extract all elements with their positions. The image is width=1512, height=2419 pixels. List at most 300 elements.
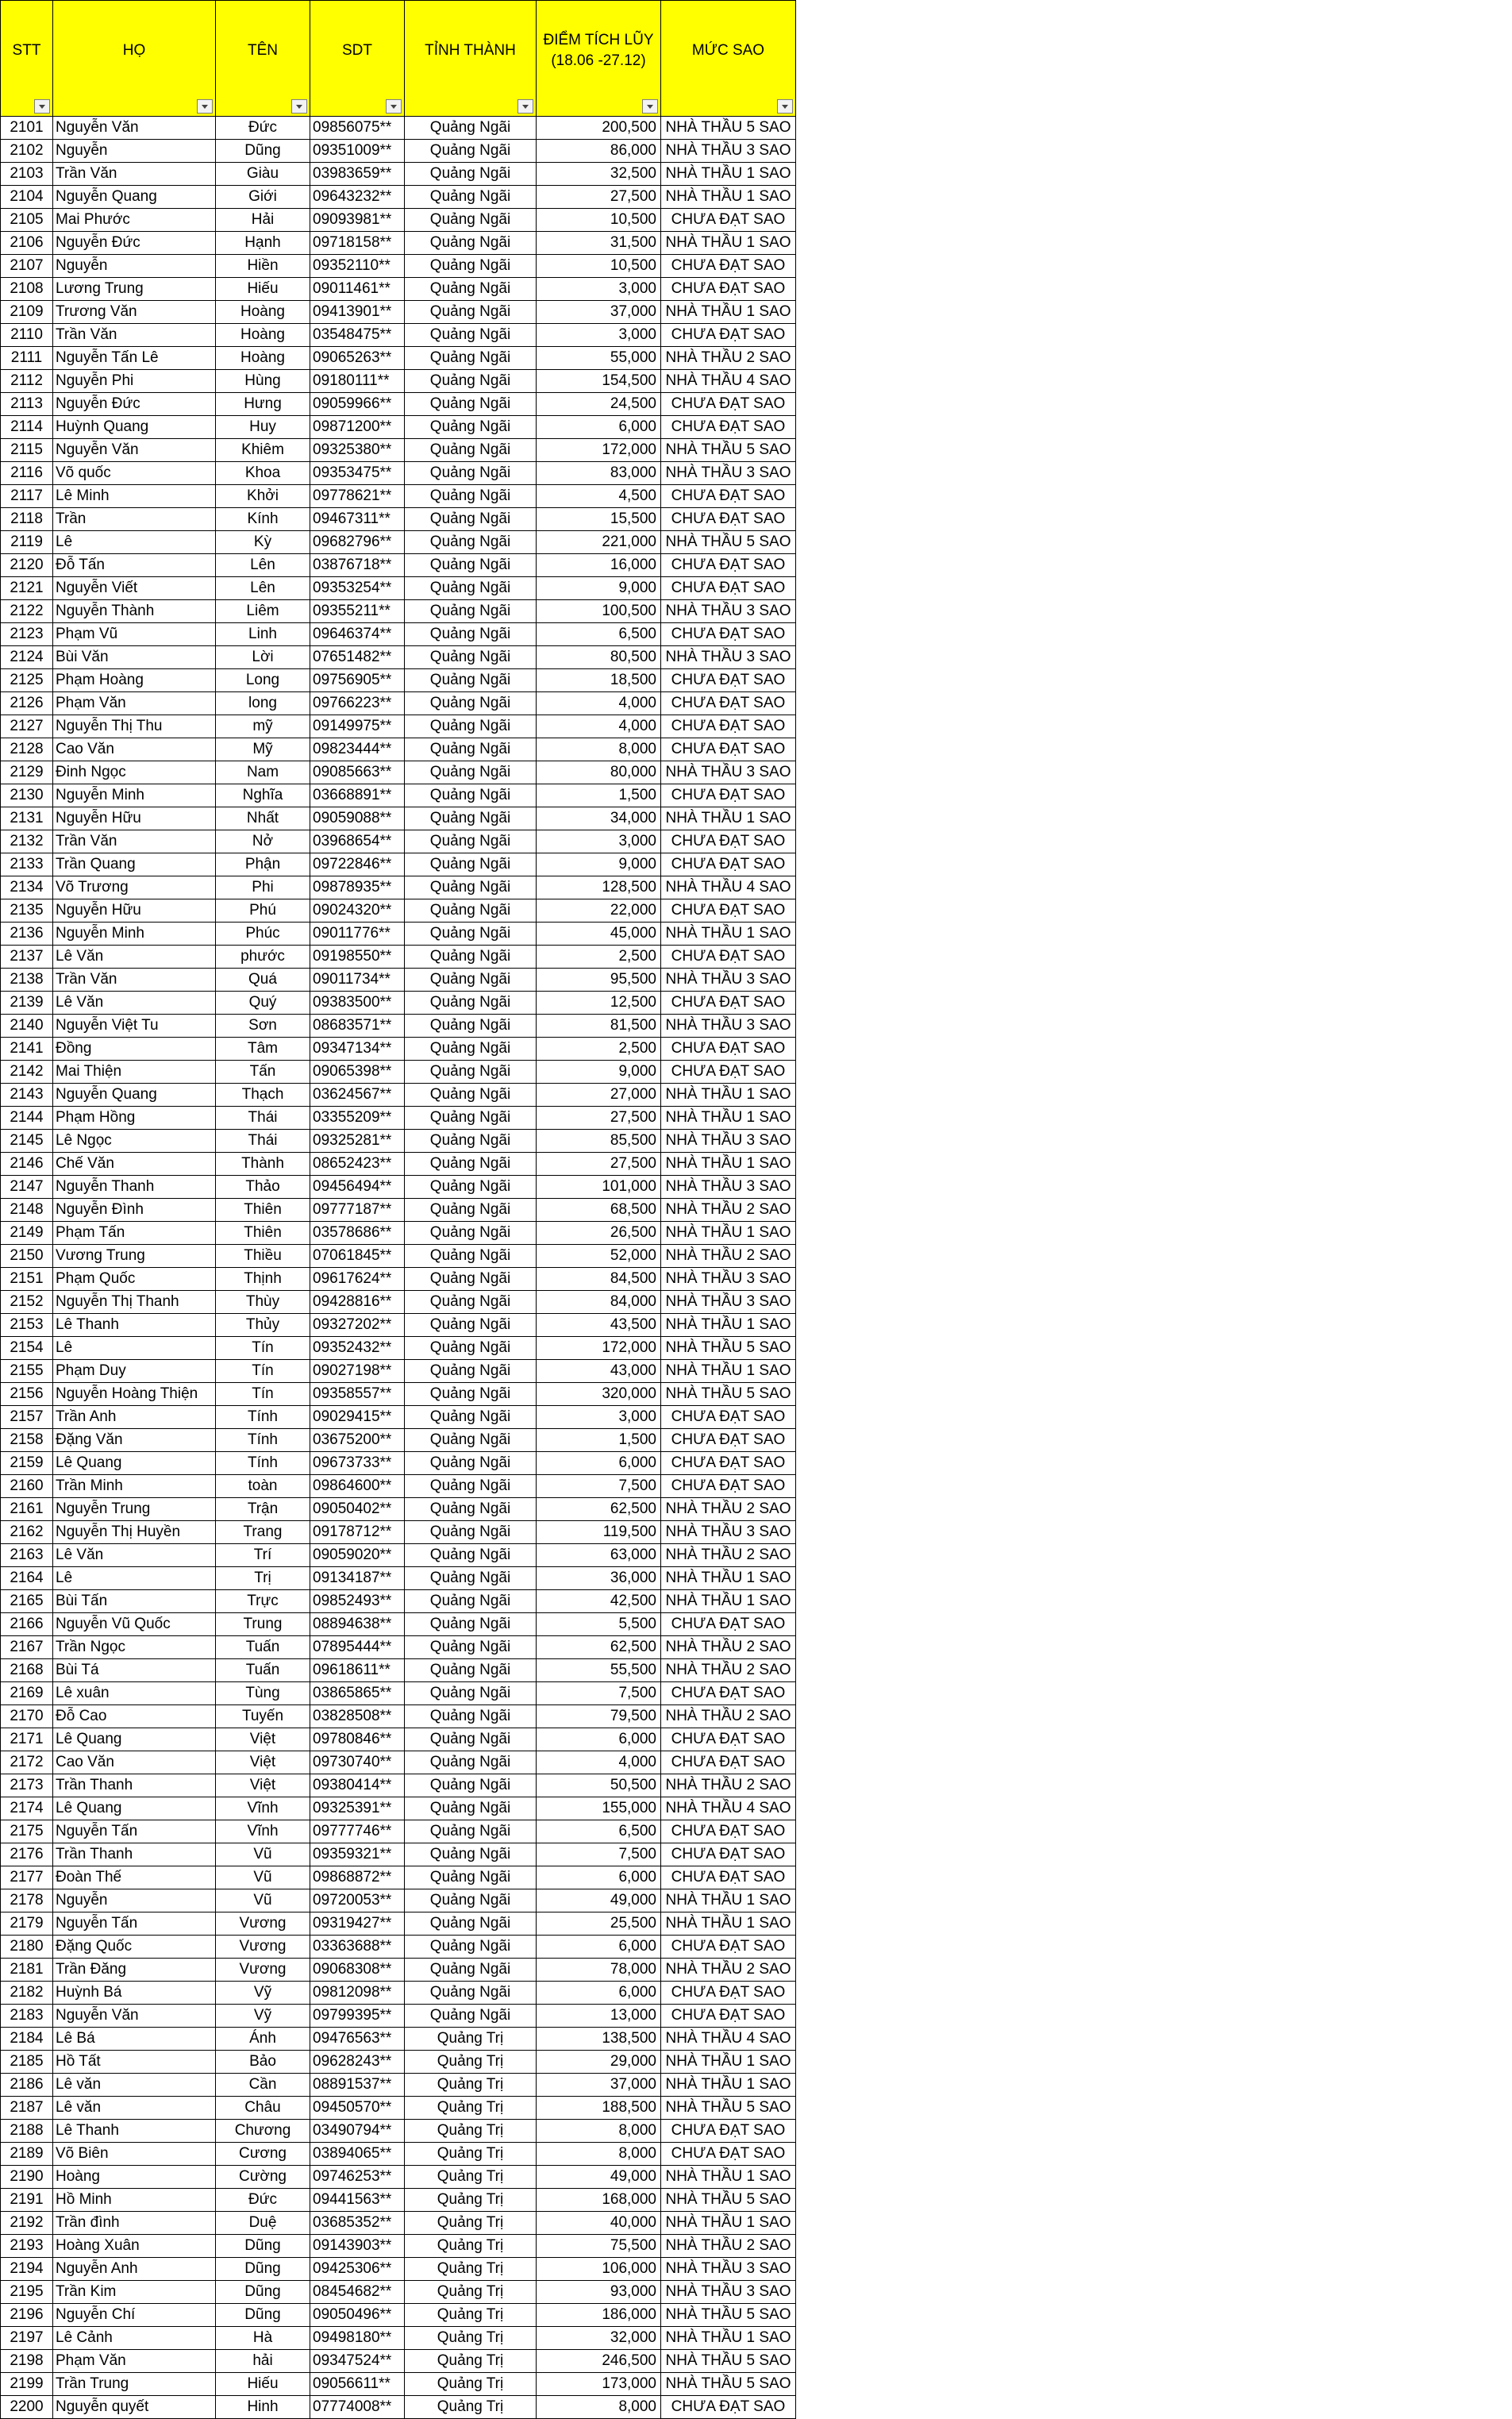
stt-cell[interactable]: 2129 <box>1 761 53 784</box>
ten-cell[interactable]: Kỳ <box>216 531 310 554</box>
diem-cell[interactable]: 78,000 <box>537 1959 661 1982</box>
muc-sao-cell[interactable]: NHÀ THẦU 3 SAO <box>661 761 796 784</box>
muc-sao-cell[interactable]: NHÀ THẦU 1 SAO <box>661 807 796 830</box>
tinh-thanh-cell[interactable]: Quảng Ngãi <box>405 163 537 186</box>
diem-cell[interactable]: 83,000 <box>537 462 661 485</box>
ho-cell[interactable]: Mai Thiện <box>53 1061 216 1084</box>
diem-cell[interactable]: 25,500 <box>537 1912 661 1936</box>
muc-sao-cell[interactable]: NHÀ THẦU 1 SAO <box>661 301 796 324</box>
diem-cell[interactable]: 32,500 <box>537 163 661 186</box>
ho-cell[interactable]: Nguyễn Thị Thu <box>53 715 216 738</box>
tinh-thanh-cell[interactable]: Quảng Ngãi <box>405 1682 537 1705</box>
stt-cell[interactable]: 2182 <box>1 1982 53 2005</box>
ho-cell[interactable]: Phạm Hoàng <box>53 669 216 692</box>
stt-cell[interactable]: 2189 <box>1 2143 53 2166</box>
tinh-thanh-cell[interactable]: Quảng Ngãi <box>405 1728 537 1751</box>
ten-cell[interactable]: Trị <box>216 1567 310 1590</box>
ten-cell[interactable]: Thạch <box>216 1084 310 1107</box>
ho-cell[interactable]: Trần Trung <box>53 2373 216 2396</box>
ten-cell[interactable]: toàn <box>216 1475 310 1498</box>
diem-cell[interactable]: 6,500 <box>537 623 661 646</box>
sdt-cell[interactable]: 09050496** <box>310 2304 405 2327</box>
sdt-cell[interactable]: 09353254** <box>310 577 405 600</box>
diem-cell[interactable]: 8,000 <box>537 2120 661 2143</box>
sdt-cell[interactable]: 09456494** <box>310 1176 405 1199</box>
ho-cell[interactable]: Nguyễn <box>53 255 216 278</box>
muc-sao-cell[interactable]: NHÀ THẦU 3 SAO <box>661 140 796 163</box>
ten-cell[interactable]: Hưng <box>216 393 310 416</box>
tinh-thanh-cell[interactable]: Quảng Ngãi <box>405 1889 537 1912</box>
stt-cell[interactable]: 2111 <box>1 347 53 370</box>
diem-cell[interactable]: 173,000 <box>537 2373 661 2396</box>
muc-sao-cell[interactable]: CHƯA ĐẠT SAO <box>661 1728 796 1751</box>
stt-cell[interactable]: 2192 <box>1 2212 53 2235</box>
tinh-thanh-cell[interactable]: Quảng Trị <box>405 2051 537 2074</box>
tinh-thanh-cell[interactable]: Quảng Trị <box>405 2166 537 2189</box>
ten-cell[interactable]: Tính <box>216 1406 310 1429</box>
stt-cell[interactable]: 2132 <box>1 830 53 853</box>
diem-cell[interactable]: 8,000 <box>537 2396 661 2419</box>
stt-cell[interactable]: 2112 <box>1 370 53 393</box>
ten-cell[interactable]: Hinh <box>216 2396 310 2419</box>
tinh-thanh-cell[interactable]: Quảng Ngãi <box>405 830 537 853</box>
ten-cell[interactable]: Thiên <box>216 1199 310 1222</box>
diem-cell[interactable]: 26,500 <box>537 1222 661 1245</box>
ten-cell[interactable]: Liêm <box>216 600 310 623</box>
ten-cell[interactable]: Nở <box>216 830 310 853</box>
muc-sao-cell[interactable]: NHÀ THẦU 5 SAO <box>661 2373 796 2396</box>
stt-cell[interactable]: 2128 <box>1 738 53 761</box>
tinh-thanh-cell[interactable]: Quảng Ngãi <box>405 923 537 946</box>
ten-cell[interactable]: Nam <box>216 761 310 784</box>
diem-cell[interactable]: 40,000 <box>537 2212 661 2235</box>
ten-cell[interactable]: Kính <box>216 508 310 531</box>
diem-cell[interactable]: 106,000 <box>537 2258 661 2281</box>
ten-cell[interactable]: Tuấn <box>216 1636 310 1659</box>
diem-cell[interactable]: 6,000 <box>537 1936 661 1959</box>
tinh-thanh-cell[interactable]: Quảng Ngãi <box>405 1774 537 1797</box>
ho-cell[interactable]: Lê Bá <box>53 2028 216 2051</box>
diem-cell[interactable]: 2,500 <box>537 946 661 969</box>
sdt-cell[interactable]: 07774008** <box>310 2396 405 2419</box>
ten-cell[interactable]: Nghĩa <box>216 784 310 807</box>
diem-cell[interactable]: 16,000 <box>537 554 661 577</box>
diem-cell[interactable]: 186,000 <box>537 2304 661 2327</box>
ho-cell[interactable]: Nguyễn Thị Thanh <box>53 1291 216 1314</box>
muc-sao-cell[interactable]: NHÀ THẦU 2 SAO <box>661 1774 796 1797</box>
diem-cell[interactable]: 172,000 <box>537 439 661 462</box>
stt-cell[interactable]: 2127 <box>1 715 53 738</box>
muc-sao-cell[interactable]: CHƯA ĐẠT SAO <box>661 1613 796 1636</box>
tinh-thanh-cell[interactable]: Quảng Ngãi <box>405 1544 537 1567</box>
tinh-thanh-cell[interactable]: Quảng Ngãi <box>405 485 537 508</box>
ten-cell[interactable]: Việt <box>216 1774 310 1797</box>
stt-cell[interactable]: 2117 <box>1 485 53 508</box>
sdt-cell[interactable]: 09864600** <box>310 1475 405 1498</box>
ho-cell[interactable]: Lê Cảnh <box>53 2327 216 2350</box>
stt-cell[interactable]: 2187 <box>1 2097 53 2120</box>
sdt-cell[interactable]: 09178712** <box>310 1521 405 1544</box>
diem-cell[interactable]: 9,000 <box>537 1061 661 1084</box>
stt-cell[interactable]: 2172 <box>1 1751 53 1774</box>
stt-cell[interactable]: 2177 <box>1 1866 53 1889</box>
muc-sao-cell[interactable]: CHƯA ĐẠT SAO <box>661 669 796 692</box>
sdt-cell[interactable]: 09355211** <box>310 600 405 623</box>
muc-sao-cell[interactable]: CHƯA ĐẠT SAO <box>661 1682 796 1705</box>
ten-cell[interactable]: Vương <box>216 1912 310 1936</box>
ho-cell[interactable]: Trần Kim <box>53 2281 216 2304</box>
ho-cell[interactable]: Đồng <box>53 1038 216 1061</box>
ho-cell[interactable]: Trần Thanh <box>53 1774 216 1797</box>
stt-cell[interactable]: 2183 <box>1 2005 53 2028</box>
muc-sao-cell[interactable]: NHÀ THẦU 2 SAO <box>661 1705 796 1728</box>
sdt-cell[interactable]: 09027198** <box>310 1360 405 1383</box>
ten-cell[interactable]: Dũng <box>216 2304 310 2327</box>
sdt-cell[interactable]: 03685352** <box>310 2212 405 2235</box>
sdt-cell[interactable]: 09643232** <box>310 186 405 209</box>
sdt-cell[interactable]: 09628243** <box>310 2051 405 2074</box>
muc-sao-cell[interactable]: CHƯA ĐẠT SAO <box>661 554 796 577</box>
tinh-thanh-cell[interactable]: Quảng Ngãi <box>405 577 537 600</box>
sdt-cell[interactable]: 09720053** <box>310 1889 405 1912</box>
ten-cell[interactable]: Vương <box>216 1959 310 1982</box>
stt-cell[interactable]: 2158 <box>1 1429 53 1452</box>
tinh-thanh-cell[interactable]: Quảng Ngãi <box>405 1337 537 1360</box>
muc-sao-cell[interactable]: NHÀ THẦU 4 SAO <box>661 1797 796 1820</box>
muc-sao-cell[interactable]: NHÀ THẦU 3 SAO <box>661 2258 796 2281</box>
muc-sao-cell[interactable]: CHƯA ĐẠT SAO <box>661 1866 796 1889</box>
muc-sao-cell[interactable]: NHÀ THẦU 1 SAO <box>661 1360 796 1383</box>
ten-cell[interactable]: Thùy <box>216 1291 310 1314</box>
ho-cell[interactable]: Huỳnh Bá <box>53 1982 216 2005</box>
sdt-cell[interactable]: 09441563** <box>310 2189 405 2212</box>
muc-sao-cell[interactable]: NHÀ THẦU 2 SAO <box>661 1245 796 1268</box>
muc-sao-cell[interactable]: CHƯA ĐẠT SAO <box>661 853 796 876</box>
muc-sao-cell[interactable]: NHÀ THẦU 4 SAO <box>661 876 796 899</box>
muc-sao-cell[interactable]: CHƯA ĐẠT SAO <box>661 2396 796 2419</box>
tinh-thanh-cell[interactable]: Quảng Ngãi <box>405 1843 537 1866</box>
tinh-thanh-cell[interactable]: Quảng Ngãi <box>405 738 537 761</box>
ho-cell[interactable]: Nguyễn Chí <box>53 2304 216 2327</box>
ho-cell[interactable]: Huỳnh Quang <box>53 416 216 439</box>
muc-sao-cell[interactable]: CHƯA ĐẠT SAO <box>661 692 796 715</box>
muc-sao-cell[interactable]: CHƯA ĐẠT SAO <box>661 1038 796 1061</box>
ho-cell[interactable]: Trần Văn <box>53 324 216 347</box>
sdt-cell[interactable]: 07895444** <box>310 1636 405 1659</box>
stt-cell[interactable]: 2166 <box>1 1613 53 1636</box>
sdt-cell[interactable]: 09868872** <box>310 1866 405 1889</box>
stt-cell[interactable]: 2134 <box>1 876 53 899</box>
tinh-thanh-cell[interactable]: Quảng Ngãi <box>405 646 537 669</box>
stt-cell[interactable]: 2149 <box>1 1222 53 1245</box>
tinh-thanh-cell[interactable]: Quảng Ngãi <box>405 1659 537 1682</box>
ho-cell[interactable]: Cao Văn <box>53 1751 216 1774</box>
stt-cell[interactable]: 2120 <box>1 554 53 577</box>
tinh-thanh-cell[interactable]: Quảng Trị <box>405 2281 537 2304</box>
ho-cell[interactable]: Trần <box>53 508 216 531</box>
ten-cell[interactable]: Tín <box>216 1337 310 1360</box>
stt-cell[interactable]: 2164 <box>1 1567 53 1590</box>
diem-cell[interactable]: 154,500 <box>537 370 661 393</box>
ho-cell[interactable]: Trần Văn <box>53 969 216 992</box>
muc-sao-cell[interactable]: CHƯA ĐẠT SAO <box>661 1751 796 1774</box>
diem-cell[interactable]: 6,000 <box>537 1982 661 2005</box>
sdt-cell[interactable]: 09682796** <box>310 531 405 554</box>
ten-cell[interactable]: Tuyến <box>216 1705 310 1728</box>
muc-sao-cell[interactable]: NHÀ THẦU 2 SAO <box>661 1199 796 1222</box>
tinh-thanh-cell[interactable]: Quảng Ngãi <box>405 1567 537 1590</box>
stt-cell[interactable]: 2167 <box>1 1636 53 1659</box>
sdt-cell[interactable]: 09498180** <box>310 2327 405 2350</box>
muc-sao-cell[interactable]: NHÀ THẦU 3 SAO <box>661 1176 796 1199</box>
diem-cell[interactable]: 37,000 <box>537 2074 661 2097</box>
stt-cell[interactable]: 2115 <box>1 439 53 462</box>
ho-cell[interactable]: Nguyễn Thị Huyền <box>53 1521 216 1544</box>
diem-cell[interactable]: 138,500 <box>537 2028 661 2051</box>
stt-cell[interactable]: 2102 <box>1 140 53 163</box>
ho-cell[interactable]: Lê Ngọc <box>53 1130 216 1153</box>
ho-cell[interactable]: Lê Thanh <box>53 1314 216 1337</box>
muc-sao-cell[interactable]: NHÀ THẦU 1 SAO <box>661 1912 796 1936</box>
stt-cell[interactable]: 2198 <box>1 2350 53 2373</box>
muc-sao-cell[interactable]: NHÀ THẦU 3 SAO <box>661 2281 796 2304</box>
stt-cell[interactable]: 2165 <box>1 1590 53 1613</box>
muc-sao-cell[interactable]: NHÀ THẦU 1 SAO <box>661 1222 796 1245</box>
ten-cell[interactable]: Vĩnh <box>216 1797 310 1820</box>
muc-sao-cell[interactable]: CHƯA ĐẠT SAO <box>661 1820 796 1843</box>
tinh-thanh-cell[interactable]: Quảng Ngãi <box>405 1705 537 1728</box>
ten-cell[interactable]: Trung <box>216 1613 310 1636</box>
tinh-thanh-cell[interactable]: Quảng Ngãi <box>405 1797 537 1820</box>
stt-cell[interactable]: 2171 <box>1 1728 53 1751</box>
tinh-thanh-cell[interactable]: Quảng Ngãi <box>405 186 537 209</box>
ten-cell[interactable]: Hải <box>216 209 310 232</box>
sdt-cell[interactable]: 09425306** <box>310 2258 405 2281</box>
diem-cell[interactable]: 24,500 <box>537 393 661 416</box>
tinh-thanh-cell[interactable]: Quảng Ngãi <box>405 393 537 416</box>
sdt-cell[interactable]: 09467311** <box>310 508 405 531</box>
diem-cell[interactable]: 13,000 <box>537 2005 661 2028</box>
stt-cell[interactable]: 2110 <box>1 324 53 347</box>
stt-cell[interactable]: 2191 <box>1 2189 53 2212</box>
diem-cell[interactable]: 43,500 <box>537 1314 661 1337</box>
ten-cell[interactable]: Thái <box>216 1130 310 1153</box>
sdt-cell[interactable]: 09198550** <box>310 946 405 969</box>
tinh-thanh-cell[interactable]: Quảng Ngãi <box>405 1406 537 1429</box>
stt-cell[interactable]: 2185 <box>1 2051 53 2074</box>
filter-dropdown-icon[interactable] <box>386 99 402 114</box>
diem-cell[interactable]: 43,000 <box>537 1360 661 1383</box>
ten-cell[interactable]: mỹ <box>216 715 310 738</box>
stt-cell[interactable]: 2184 <box>1 2028 53 2051</box>
stt-cell[interactable]: 2105 <box>1 209 53 232</box>
tinh-thanh-cell[interactable]: Quảng Ngãi <box>405 1590 537 1613</box>
stt-cell[interactable]: 2122 <box>1 600 53 623</box>
diem-cell[interactable]: 101,000 <box>537 1176 661 1199</box>
filter-dropdown-icon[interactable] <box>291 99 307 114</box>
sdt-cell[interactable]: 09823444** <box>310 738 405 761</box>
ho-cell[interactable]: Nguyễn Đức <box>53 393 216 416</box>
ten-cell[interactable]: phước <box>216 946 310 969</box>
sdt-cell[interactable]: 07651482** <box>310 646 405 669</box>
muc-sao-cell[interactable]: NHÀ THẦU 2 SAO <box>661 1498 796 1521</box>
muc-sao-cell[interactable]: CHƯA ĐẠT SAO <box>661 1475 796 1498</box>
tinh-thanh-cell[interactable]: Quảng Ngãi <box>405 531 537 554</box>
tinh-thanh-cell[interactable]: Quảng Ngãi <box>405 1199 537 1222</box>
ten-cell[interactable]: Tính <box>216 1452 310 1475</box>
stt-cell[interactable]: 2152 <box>1 1291 53 1314</box>
ho-cell[interactable]: Hoàng <box>53 2166 216 2189</box>
ten-cell[interactable]: Dũng <box>216 2258 310 2281</box>
stt-cell[interactable]: 2114 <box>1 416 53 439</box>
muc-sao-cell[interactable]: NHÀ THẦU 1 SAO <box>661 1567 796 1590</box>
tinh-thanh-cell[interactable]: Quảng Ngãi <box>405 2005 537 2028</box>
muc-sao-cell[interactable]: NHÀ THẦU 5 SAO <box>661 531 796 554</box>
ho-cell[interactable]: Phạm Tấn <box>53 1222 216 1245</box>
stt-cell[interactable]: 2194 <box>1 2258 53 2281</box>
tinh-thanh-cell[interactable]: Quảng Ngãi <box>405 1291 537 1314</box>
tinh-thanh-cell[interactable]: Quảng Ngãi <box>405 347 537 370</box>
diem-cell[interactable]: 9,000 <box>537 853 661 876</box>
ten-cell[interactable]: Dũng <box>216 2281 310 2304</box>
ten-cell[interactable]: Chương <box>216 2120 310 2143</box>
sdt-cell[interactable]: 09011776** <box>310 923 405 946</box>
ten-cell[interactable]: Long <box>216 669 310 692</box>
diem-cell[interactable]: 49,000 <box>537 1889 661 1912</box>
ho-cell[interactable]: Phạm Văn <box>53 2350 216 2373</box>
ho-cell[interactable]: Cao Văn <box>53 738 216 761</box>
sdt-cell[interactable]: 09065263** <box>310 347 405 370</box>
tinh-thanh-cell[interactable]: Quảng Ngãi <box>405 370 537 393</box>
sdt-cell[interactable]: 08652423** <box>310 1153 405 1176</box>
stt-cell[interactable]: 2113 <box>1 393 53 416</box>
muc-sao-cell[interactable]: NHÀ THẦU 4 SAO <box>661 370 796 393</box>
ten-cell[interactable]: Trí <box>216 1544 310 1567</box>
sdt-cell[interactable]: 09347524** <box>310 2350 405 2373</box>
diem-cell[interactable]: 12,500 <box>537 992 661 1015</box>
diem-cell[interactable]: 79,500 <box>537 1705 661 1728</box>
muc-sao-cell[interactable]: NHÀ THẦU 1 SAO <box>661 232 796 255</box>
stt-cell[interactable]: 2181 <box>1 1959 53 1982</box>
diem-cell[interactable]: 84,000 <box>537 1291 661 1314</box>
muc-sao-cell[interactable]: CHƯA ĐẠT SAO <box>661 1452 796 1475</box>
tinh-thanh-cell[interactable]: Quảng Ngãi <box>405 784 537 807</box>
stt-cell[interactable]: 2154 <box>1 1337 53 1360</box>
stt-cell[interactable]: 2153 <box>1 1314 53 1337</box>
diem-cell[interactable]: 15,500 <box>537 508 661 531</box>
stt-cell[interactable]: 2145 <box>1 1130 53 1153</box>
diem-cell[interactable]: 10,500 <box>537 255 661 278</box>
ho-cell[interactable]: Nguyễn Quang <box>53 1084 216 1107</box>
ten-cell[interactable]: Hoàng <box>216 301 310 324</box>
ten-cell[interactable]: Giàu <box>216 163 310 186</box>
ten-cell[interactable]: Hà <box>216 2327 310 2350</box>
ten-cell[interactable]: Thảo <box>216 1176 310 1199</box>
diem-cell[interactable]: 32,000 <box>537 2327 661 2350</box>
diem-cell[interactable]: 119,500 <box>537 1521 661 1544</box>
tinh-thanh-cell[interactable]: Quảng Ngãi <box>405 807 537 830</box>
sdt-cell[interactable]: 09325391** <box>310 1797 405 1820</box>
stt-cell[interactable]: 2124 <box>1 646 53 669</box>
stt-cell[interactable]: 2188 <box>1 2120 53 2143</box>
ho-cell[interactable]: Lê Quang <box>53 1797 216 1820</box>
tinh-thanh-cell[interactable]: Quảng Ngãi <box>405 669 537 692</box>
diem-cell[interactable]: 6,000 <box>537 1728 661 1751</box>
diem-cell[interactable]: 4,000 <box>537 692 661 715</box>
stt-cell[interactable]: 2125 <box>1 669 53 692</box>
tinh-thanh-cell[interactable]: Quảng Ngãi <box>405 969 537 992</box>
tinh-thanh-cell[interactable]: Quảng Trị <box>405 2327 537 2350</box>
muc-sao-cell[interactable]: NHÀ THẦU 3 SAO <box>661 462 796 485</box>
sdt-cell[interactable]: 09766223** <box>310 692 405 715</box>
tinh-thanh-cell[interactable]: Quảng Ngãi <box>405 1959 537 1982</box>
tinh-thanh-cell[interactable]: Quảng Ngãi <box>405 1153 537 1176</box>
tinh-thanh-cell[interactable]: Quảng Trị <box>405 2396 537 2419</box>
muc-sao-cell[interactable]: NHÀ THẦU 3 SAO <box>661 969 796 992</box>
tinh-thanh-cell[interactable]: Quảng Trị <box>405 2143 537 2166</box>
ho-cell[interactable]: Vương Trung <box>53 1245 216 1268</box>
ho-cell[interactable]: Nguyễn Vũ Quốc <box>53 1613 216 1636</box>
stt-cell[interactable]: 2103 <box>1 163 53 186</box>
ten-cell[interactable]: Dũng <box>216 2235 310 2258</box>
diem-cell[interactable]: 3,000 <box>537 1406 661 1429</box>
ten-cell[interactable]: Đức <box>216 2189 310 2212</box>
sdt-cell[interactable]: 03828508** <box>310 1705 405 1728</box>
ten-cell[interactable]: Hoàng <box>216 324 310 347</box>
ten-cell[interactable]: Vỹ <box>216 1982 310 2005</box>
ten-cell[interactable]: Lên <box>216 554 310 577</box>
tinh-thanh-cell[interactable]: Quảng Ngãi <box>405 761 537 784</box>
ho-cell[interactable]: Trần đình <box>53 2212 216 2235</box>
muc-sao-cell[interactable]: CHƯA ĐẠT SAO <box>661 324 796 347</box>
ho-cell[interactable]: Trần Văn <box>53 163 216 186</box>
ten-cell[interactable]: Nhất <box>216 807 310 830</box>
stt-cell[interactable]: 2101 <box>1 117 53 140</box>
diem-cell[interactable]: 6,000 <box>537 416 661 439</box>
ho-cell[interactable]: Lê Thanh <box>53 2120 216 2143</box>
stt-cell[interactable]: 2163 <box>1 1544 53 1567</box>
tinh-thanh-cell[interactable]: Quảng Ngãi <box>405 876 537 899</box>
diem-cell[interactable]: 50,500 <box>537 1774 661 1797</box>
tinh-thanh-cell[interactable]: Quảng Ngãi <box>405 1107 537 1130</box>
stt-cell[interactable]: 2150 <box>1 1245 53 1268</box>
diem-cell[interactable]: 27,500 <box>537 186 661 209</box>
filter-dropdown-icon[interactable] <box>777 99 793 114</box>
stt-cell[interactable]: 2151 <box>1 1268 53 1291</box>
ho-cell[interactable]: Nguyễn Hữu <box>53 807 216 830</box>
sdt-cell[interactable]: 03578686** <box>310 1222 405 1245</box>
sdt-cell[interactable]: 03548475** <box>310 324 405 347</box>
diem-cell[interactable]: 1,500 <box>537 1429 661 1452</box>
sdt-cell[interactable]: 09050402** <box>310 1498 405 1521</box>
muc-sao-cell[interactable]: NHÀ THẦU 5 SAO <box>661 2097 796 2120</box>
ho-cell[interactable]: Nguyễn Phi <box>53 370 216 393</box>
muc-sao-cell[interactable]: CHƯA ĐẠT SAO <box>661 946 796 969</box>
tinh-thanh-cell[interactable]: Quảng Ngãi <box>405 1222 537 1245</box>
sdt-cell[interactable]: 09011734** <box>310 969 405 992</box>
muc-sao-cell[interactable]: NHÀ THẦU 5 SAO <box>661 1383 796 1406</box>
tinh-thanh-cell[interactable]: Quảng Ngãi <box>405 1452 537 1475</box>
diem-cell[interactable]: 29,000 <box>537 2051 661 2074</box>
stt-cell[interactable]: 2106 <box>1 232 53 255</box>
muc-sao-cell[interactable]: NHÀ THẦU 1 SAO <box>661 2327 796 2350</box>
muc-sao-cell[interactable]: CHƯA ĐẠT SAO <box>661 2120 796 2143</box>
ho-cell[interactable]: Nguyễn Văn <box>53 439 216 462</box>
sdt-cell[interactable]: 09718158** <box>310 232 405 255</box>
ten-cell[interactable]: Sơn <box>216 1015 310 1038</box>
tinh-thanh-cell[interactable]: Quảng Ngãi <box>405 1936 537 1959</box>
stt-cell[interactable]: 2196 <box>1 2304 53 2327</box>
